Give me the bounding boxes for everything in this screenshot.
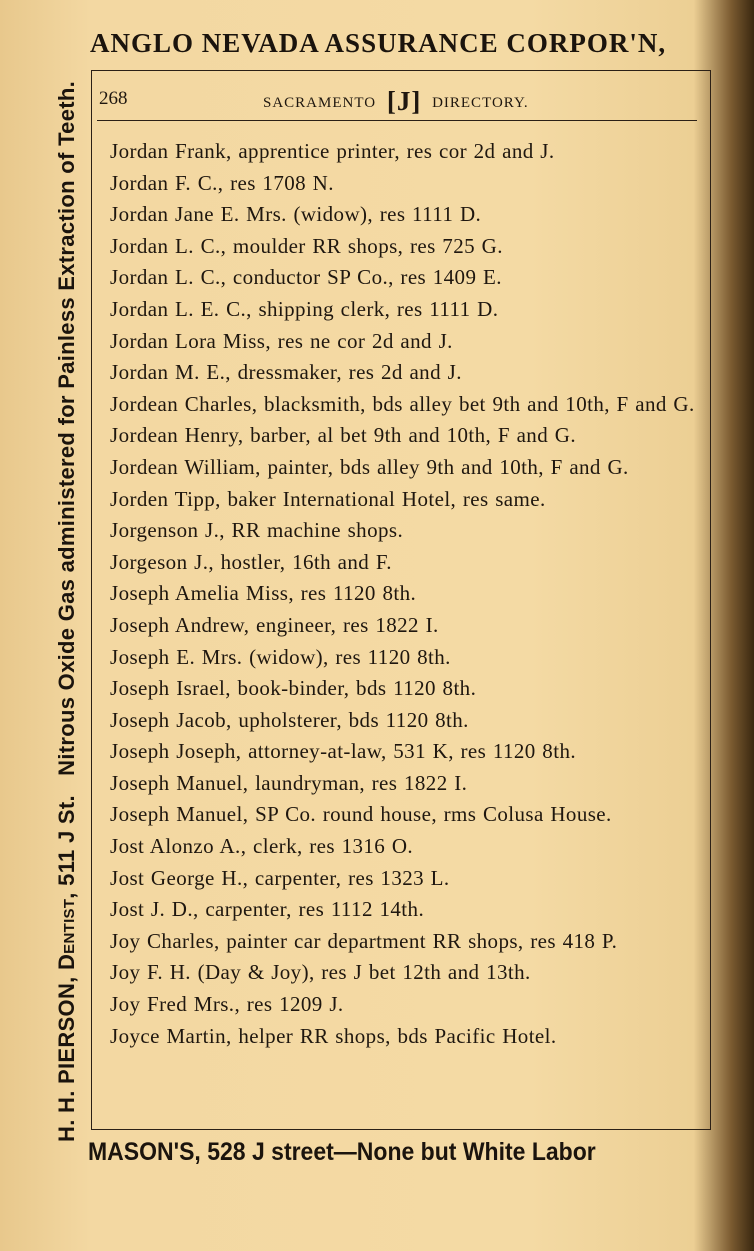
directory-entry: Joseph Andrew, engineer, res 1822 I. [110, 612, 439, 637]
running-head-title [263, 86, 529, 117]
directory-entry: Joy Fred Mrs., res 1209 J. [110, 992, 344, 1017]
directory-entry: Joyce Martin, helper RR shops, bds Pacific Hotel. [110, 1023, 557, 1048]
directory-entry: Jordan L. C., moulder RR shops, res 725 G. [110, 233, 503, 258]
directory-entries [110, 136, 708, 1052]
directory-entry: Jordean William, painter, bds alley 9th and 10th, F and G. [110, 454, 629, 479]
directory-entry: Joseph Amelia Miss, res 1120 8th. [110, 581, 417, 606]
directory-entry: Jost Alonzo A., clerk, res 1316 O. [110, 834, 414, 859]
directory-entry: Jordan M. E., dressmaker, res 2d and J. [110, 360, 462, 385]
directory-entry: Jordan F. C., res 1708 N. [110, 170, 334, 195]
side-ad-address: 511 J St. [54, 795, 79, 886]
top-advertisement: ANGLO NEVADA ASSURANCE CORPOR'N, [90, 28, 667, 58]
directory-entry: Jordean Henry, barber, al bet 9th and 10th, F and G. [110, 423, 576, 448]
directory-entry: Jorgeson J., hostler, 16th and F. [110, 549, 392, 574]
directory-entry: Joseph Manuel, SP Co. round house, rms Colusa House. [110, 802, 612, 827]
directory-entry: Jost George H., carpenter, res 1323 L. [110, 865, 450, 890]
directory-entry: Jordan L. E. C., shipping clerk, res 1111 D. [110, 296, 499, 321]
running-header [97, 84, 697, 116]
header-rule [97, 120, 697, 121]
directory-entry: Joseph Israel, book-binder, bds 1120 8th. [110, 676, 477, 701]
running-head-letter: [J] [386, 86, 422, 116]
directory-entry: Jordan Jane E. Mrs. (widow), res 1111 D. [110, 202, 482, 227]
directory-entry: Jorden Tipp, baker International Hotel, res same. [110, 486, 546, 511]
page-number: 268 [99, 88, 128, 109]
directory-entry: Joseph Joseph, attorney-at-law, 531 K, res 1120 8th. [110, 739, 576, 764]
directory-entry: Jordan L. C., conductor SP Co., res 1409 E. [110, 265, 502, 290]
running-head-left: SACRAMENTO [263, 95, 377, 111]
directory-entry: Jordan Frank, apprentice printer, res cor 2d and J. [110, 139, 555, 163]
bottom-advertisement: MASON'S, 528 J street—None but White Labor [88, 1138, 596, 1166]
side-ad-title: Dentist, [54, 892, 79, 971]
directory-entry: Jordean Charles, blacksmith, bds alley bet 9th and 10th, F and G. [110, 391, 695, 416]
directory-entry: Jost J. D., carpenter, res 1112 14th. [110, 897, 425, 922]
directory-entry: Joseph Manuel, laundryman, res 1822 I. [110, 770, 468, 795]
directory-entry: Jordan Lora Miss, res ne cor 2d and J. [110, 328, 453, 353]
side-advertisement [54, 62, 80, 1142]
directory-entry: Joseph E. Mrs. (widow), res 1120 8th. [110, 644, 451, 669]
directory-entry: Joy F. H. (Day & Joy), res J bet 12th and 13th. [110, 960, 531, 985]
directory-entry: Joseph Jacob, upholsterer, bds 1120 8th. [110, 707, 469, 732]
side-ad-tagline: Nitrous Oxide Gas administered for Painless Extraction of Teeth. [54, 80, 79, 776]
running-head-right: DIRECTORY. [432, 95, 529, 111]
directory-entry: Joy Charles, painter car department RR shops, res 418 P. [110, 928, 618, 953]
side-ad-name: H. H. PIERSON, [54, 976, 79, 1142]
directory-entry: Jorgenson J., RR machine shops. [110, 518, 404, 543]
